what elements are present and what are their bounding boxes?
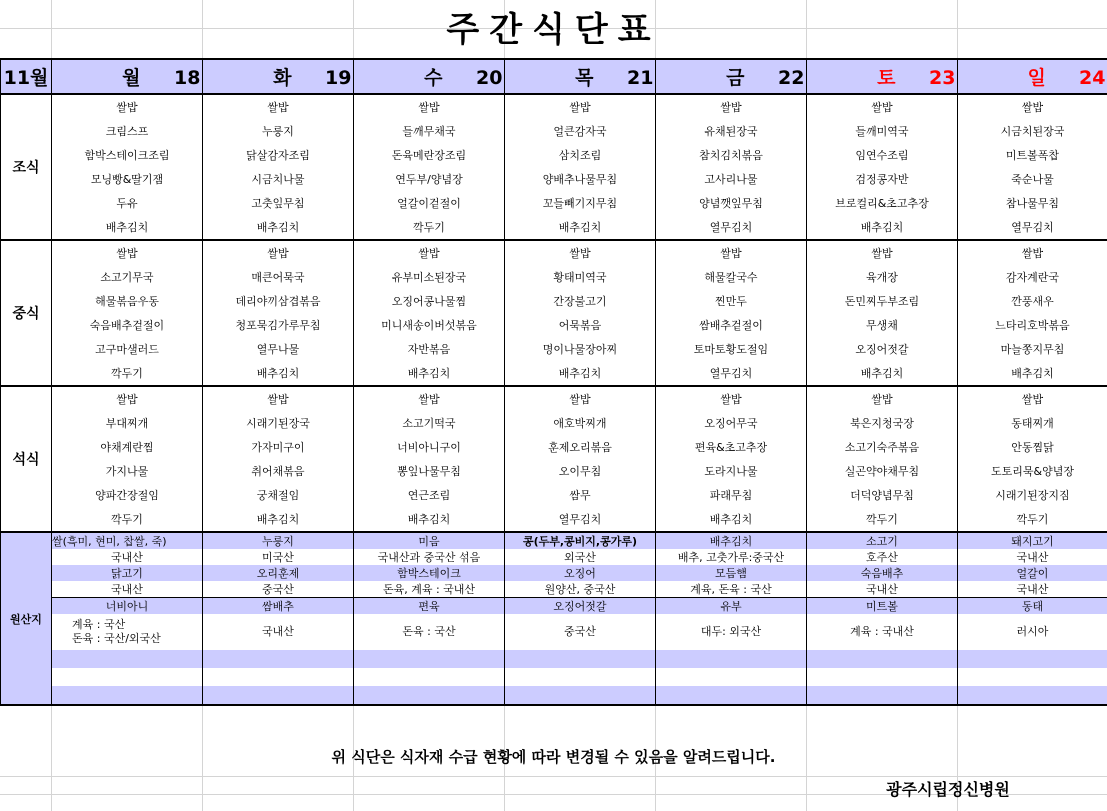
origin-row <box>1 581 1107 598</box>
origin-empty-row <box>1 668 1107 686</box>
menu-row <box>1 411 1107 435</box>
menu-item: 삼치조림 <box>505 143 656 167</box>
month-label: 11월 <box>1 59 52 94</box>
menu-item: 들깨무채국 <box>354 119 505 143</box>
menu-item: 쌈무 <box>505 483 656 507</box>
menu-item: 파래무침 <box>656 483 807 507</box>
empty-cell <box>203 668 354 686</box>
menu-item: 청포묵김가루무침 <box>203 313 354 337</box>
menu-item: 양파간장절임 <box>52 483 203 507</box>
empty-cell <box>958 650 1107 668</box>
origin-item: 러시아 <box>958 614 1107 650</box>
menu-item: 쌀밥 <box>958 94 1107 119</box>
menu-item: 토마토황도절임 <box>656 337 807 361</box>
empty-cell <box>354 650 505 668</box>
menu-item: 시래기된장지짐 <box>958 483 1107 507</box>
day-number: 23 <box>929 67 956 89</box>
menu-item: 유부미소된장국 <box>354 265 505 289</box>
menu-item: 열무나물 <box>203 337 354 361</box>
menu-row <box>1 507 1107 532</box>
menu-item: 가자미구이 <box>203 435 354 459</box>
menu-item: 얼큰감자국 <box>505 119 656 143</box>
menu-item: 쌀밥 <box>52 386 203 411</box>
day-header <box>807 59 958 94</box>
menu-item: 검정콩자반 <box>807 167 958 191</box>
empty-cell <box>958 686 1107 705</box>
menu-item: 쌀밥 <box>354 94 505 119</box>
date-header-row <box>1 59 1107 94</box>
weekday-label: 수 <box>424 67 443 89</box>
menu-item: 쌀밥 <box>656 240 807 265</box>
menu-row <box>1 265 1107 289</box>
origin-item: 호주산 <box>807 549 958 565</box>
day-header <box>52 59 203 94</box>
menu-item: 매큰어묵국 <box>203 265 354 289</box>
menu-item: 쌀밥 <box>203 94 354 119</box>
menu-item: 배추김치 <box>807 361 958 386</box>
menu-item: 쌀밥 <box>807 94 958 119</box>
empty-cell <box>354 668 505 686</box>
menu-item: 죽순나물 <box>958 167 1107 191</box>
menu-item: 크림스프 <box>52 119 203 143</box>
origin-item: 돈육 : 국산 <box>354 614 505 650</box>
origin-item: 원양산, 중국산 <box>505 581 656 598</box>
menu-item: 열무김치 <box>958 215 1107 240</box>
menu-item: 쌀밥 <box>656 386 807 411</box>
menu-item: 쌀밥 <box>354 240 505 265</box>
menu-row <box>1 435 1107 459</box>
menu-item: 쌀밥 <box>505 94 656 119</box>
notice-text: 위 식단은 식자재 수급 현황에 따라 변경될 수 있음을 알려드립니다. <box>331 748 776 766</box>
menu-item: 배추김치 <box>505 215 656 240</box>
menu-item: 오징어젓갈 <box>807 337 958 361</box>
menu-item: 오이무침 <box>505 459 656 483</box>
menu-item: 감자계란국 <box>958 265 1107 289</box>
menu-row <box>1 361 1107 386</box>
empty-cell <box>505 668 656 686</box>
menu-row <box>1 337 1107 361</box>
menu-item: 쌀밥 <box>505 386 656 411</box>
menu-item: 육개장 <box>807 265 958 289</box>
origin-empty-row <box>1 686 1107 705</box>
origin-item: 국내산 <box>203 614 354 650</box>
empty-cell <box>354 686 505 705</box>
menu-item: 배추김치 <box>203 361 354 386</box>
menu-row <box>1 215 1107 240</box>
menu-item: 오징어무국 <box>656 411 807 435</box>
menu-item: 깐풍새우 <box>958 289 1107 313</box>
menu-item: 배추김치 <box>203 507 354 532</box>
empty-cell <box>656 686 807 705</box>
menu-item: 돈민찌두부조림 <box>807 289 958 313</box>
empty-cell <box>505 686 656 705</box>
meal-label: 중식 <box>1 240 52 386</box>
origin-item: 얼갈이 <box>958 565 1107 581</box>
day-header <box>656 59 807 94</box>
empty-cell <box>807 686 958 705</box>
menu-item: 취어채볶음 <box>203 459 354 483</box>
weekday-label: 화 <box>273 67 292 89</box>
menu-row <box>1 386 1107 411</box>
menu-item: 소고기숙주볶음 <box>807 435 958 459</box>
menu-item: 애호박찌개 <box>505 411 656 435</box>
weekday-label: 금 <box>726 67 745 89</box>
menu-item: 미니새송이버섯볶음 <box>354 313 505 337</box>
day-header <box>203 59 354 94</box>
menu-item: 배추김치 <box>354 361 505 386</box>
menu-item: 찐만두 <box>656 289 807 313</box>
menu-item: 쌀밥 <box>505 240 656 265</box>
day-header <box>354 59 505 94</box>
menu-item: 너비아니구이 <box>354 435 505 459</box>
menu-item: 함박스테이크조림 <box>52 143 203 167</box>
origin-item: 숙음배추 <box>807 565 958 581</box>
menu-item: 배추김치 <box>958 361 1107 386</box>
day-number: 21 <box>627 67 654 89</box>
menu-item: 시금치된장국 <box>958 119 1107 143</box>
origin-item: 계육, 돈육 : 국산 <box>656 581 807 598</box>
menu-item: 연근조림 <box>354 483 505 507</box>
menu-item: 도라지나물 <box>656 459 807 483</box>
origin-item: 대두: 외국산 <box>656 614 807 650</box>
menu-item: 배추김치 <box>52 215 203 240</box>
day-header <box>958 59 1107 94</box>
origin-item: 국내산과 중국산 섞음 <box>354 549 505 565</box>
menu-item: 북은지청국장 <box>807 411 958 435</box>
menu-item: 들깨미역국 <box>807 119 958 143</box>
menu-item: 참나물무침 <box>958 191 1107 215</box>
menu-item: 미트볼폭찹 <box>958 143 1107 167</box>
empty-cell <box>203 686 354 705</box>
menu-item: 고사리나물 <box>656 167 807 191</box>
menu-item: 깍두기 <box>807 507 958 532</box>
menu-item: 쌀밥 <box>656 94 807 119</box>
empty-cell <box>52 650 203 668</box>
origin-row <box>1 614 1107 650</box>
origin-item: 중국산 <box>505 614 656 650</box>
origin-row <box>1 549 1107 565</box>
menu-item: 도토리묵&양념장 <box>958 459 1107 483</box>
menu-item: 오징어콩나물찜 <box>354 289 505 313</box>
day-number: 19 <box>325 67 352 89</box>
empty-cell <box>958 668 1107 686</box>
menu-item: 뽕잎나물무침 <box>354 459 505 483</box>
menu-item: 쌀밥 <box>958 386 1107 411</box>
menu-item: 깍두기 <box>52 507 203 532</box>
weekday-label: 토 <box>877 67 896 89</box>
menu-item: 편육&초고추장 <box>656 435 807 459</box>
menu-item: 배추김치 <box>656 507 807 532</box>
menu-item: 해물칼국수 <box>656 265 807 289</box>
menu-item: 명이나물장아찌 <box>505 337 656 361</box>
day-number: 20 <box>476 67 503 89</box>
menu-item: 황태미역국 <box>505 265 656 289</box>
origin-item: 중국산 <box>203 581 354 598</box>
menu-item: 쌈배추겉절이 <box>656 313 807 337</box>
origin-row <box>1 565 1107 581</box>
menu-item: 쌀밥 <box>203 386 354 411</box>
day-header <box>505 59 656 94</box>
weekday-label: 목 <box>575 67 594 89</box>
menu-item: 고춧잎무침 <box>203 191 354 215</box>
menu-row <box>1 119 1107 143</box>
origin-item: 계육 : 국산 돈육 : 국산/외국산 <box>52 614 203 650</box>
origin-item: 오징어 <box>505 565 656 581</box>
menu-item: 깍두기 <box>52 361 203 386</box>
menu-item: 쌀밥 <box>52 94 203 119</box>
origin-item: 유부 <box>656 598 807 615</box>
menu-row <box>1 240 1107 265</box>
menu-item: 쌀밥 <box>807 240 958 265</box>
menu-item: 배추김치 <box>354 507 505 532</box>
menu-item: 깍두기 <box>958 507 1107 532</box>
menu-item: 어묵볶음 <box>505 313 656 337</box>
origin-item: 미국산 <box>203 549 354 565</box>
weekday-label: 일 <box>1027 67 1046 89</box>
empty-cell <box>656 650 807 668</box>
day-number: 22 <box>778 67 805 89</box>
menu-item: 소고기떡국 <box>354 411 505 435</box>
empty-cell <box>505 650 656 668</box>
origin-item: 국내산 <box>52 549 203 565</box>
menu-item: 시금치나물 <box>203 167 354 191</box>
menu-item: 닭살감자조림 <box>203 143 354 167</box>
menu-item: 소고기무국 <box>52 265 203 289</box>
meal-label: 석식 <box>1 386 52 532</box>
menu-item: 간장불고기 <box>505 289 656 313</box>
origin-item: 닭고기 <box>52 565 203 581</box>
menu-item: 쌀밥 <box>203 240 354 265</box>
menu-item: 가지나물 <box>52 459 203 483</box>
menu-item: 더덕양념무침 <box>807 483 958 507</box>
origin-item: 누룽지 <box>203 532 354 549</box>
origin-item: 미트볼 <box>807 598 958 615</box>
menu-item: 실곤약야채무침 <box>807 459 958 483</box>
menu-item: 유채된장국 <box>656 119 807 143</box>
menu-item: 깍두기 <box>354 215 505 240</box>
menu-item: 임연수조림 <box>807 143 958 167</box>
menu-row <box>1 459 1107 483</box>
menu-item: 마늘쫑지무침 <box>958 337 1107 361</box>
menu-item: 모닝빵&딸기잼 <box>52 167 203 191</box>
menu-item: 배추김치 <box>505 361 656 386</box>
origin-item: 쌀(흑미, 현미, 찹쌀, 죽) <box>52 532 203 549</box>
hospital-name: 광주시립정신병원 <box>886 780 1010 799</box>
empty-cell <box>52 668 203 686</box>
empty-cell <box>807 668 958 686</box>
menu-row <box>1 143 1107 167</box>
menu-item: 양념깻잎무침 <box>656 191 807 215</box>
menu-item: 열무김치 <box>656 361 807 386</box>
origin-item: 국내산 <box>807 581 958 598</box>
menu-row <box>1 167 1107 191</box>
menu-item: 참치김치볶음 <box>656 143 807 167</box>
page-title: 주간식단표 <box>446 10 661 50</box>
menu-row <box>1 483 1107 507</box>
menu-item: 누룽지 <box>203 119 354 143</box>
origin-item: 동태 <box>958 598 1107 615</box>
origin-item: 모듬햄 <box>656 565 807 581</box>
menu-item: 두유 <box>52 191 203 215</box>
menu-item: 부대찌개 <box>52 411 203 435</box>
menu-item: 시래기된장국 <box>203 411 354 435</box>
origin-item: 너비아니 <box>52 598 203 615</box>
menu-item: 연두부/양념장 <box>354 167 505 191</box>
meal-label: 조식 <box>1 94 52 240</box>
empty-cell <box>656 668 807 686</box>
menu-item: 쌀밥 <box>807 386 958 411</box>
empty-cell <box>52 686 203 705</box>
origin-item: 배추, 고춧가루:중국산 <box>656 549 807 565</box>
menu-row <box>1 191 1107 215</box>
menu-row <box>1 313 1107 337</box>
menu-item: 배추김치 <box>807 215 958 240</box>
origin-item: 쌈배추 <box>203 598 354 615</box>
menu-item: 훈제오리볶음 <box>505 435 656 459</box>
origin-item: 돼지고기 <box>958 532 1107 549</box>
menu-item: 무생채 <box>807 313 958 337</box>
empty-cell <box>807 650 958 668</box>
origin-item: 외국산 <box>505 549 656 565</box>
origin-item: 계육 : 국내산 <box>807 614 958 650</box>
origin-item: 돈육, 계육 : 국내산 <box>354 581 505 598</box>
menu-item: 안동찜닭 <box>958 435 1107 459</box>
origin-item: 국내산 <box>958 549 1107 565</box>
menu-item: 해물볶음우동 <box>52 289 203 313</box>
menu-item: 양배추나물무침 <box>505 167 656 191</box>
origin-item: 오리훈제 <box>203 565 354 581</box>
menu-item: 쌀밥 <box>52 240 203 265</box>
weekly-menu-table <box>0 58 1107 706</box>
origin-empty-row <box>1 650 1107 668</box>
menu-item: 느타리호박볶음 <box>958 313 1107 337</box>
menu-item: 브로컬리&초고추장 <box>807 191 958 215</box>
menu-item: 꼬들빼기지무침 <box>505 191 656 215</box>
menu-item: 야채계란찜 <box>52 435 203 459</box>
origin-item: 미음 <box>354 532 505 549</box>
origin-item: 콩(두부,콩비지,콩가루) <box>505 532 656 549</box>
menu-item: 열무김치 <box>505 507 656 532</box>
day-number: 18 <box>174 67 201 89</box>
menu-item: 쌀밥 <box>958 240 1107 265</box>
origin-item: 소고기 <box>807 532 958 549</box>
menu-item: 쌀밥 <box>354 386 505 411</box>
menu-item: 데리야끼삼겹볶음 <box>203 289 354 313</box>
menu-row <box>1 94 1107 119</box>
origin-row <box>1 598 1107 615</box>
menu-item: 동태찌개 <box>958 411 1107 435</box>
menu-item: 고구마샐러드 <box>52 337 203 361</box>
weekday-label: 월 <box>122 67 141 89</box>
menu-item: 배추김치 <box>203 215 354 240</box>
menu-row <box>1 289 1107 313</box>
origin-item: 함박스테이크 <box>354 565 505 581</box>
origin-item: 편육 <box>354 598 505 615</box>
menu-item: 숙음배추겉절이 <box>52 313 203 337</box>
origin-label: 원산지 <box>1 532 52 705</box>
menu-item: 궁채절임 <box>203 483 354 507</box>
origin-item: 국내산 <box>52 581 203 598</box>
origin-item: 오징어젓갈 <box>505 598 656 615</box>
menu-item: 얼갈이겉절이 <box>354 191 505 215</box>
menu-item: 돈육메란장조림 <box>354 143 505 167</box>
origin-row <box>1 532 1107 549</box>
origin-item: 배추김치 <box>656 532 807 549</box>
menu-item: 자반볶음 <box>354 337 505 361</box>
origin-item: 국내산 <box>958 581 1107 598</box>
day-number: 24 <box>1079 67 1106 89</box>
menu-item: 열무김치 <box>656 215 807 240</box>
empty-cell <box>203 650 354 668</box>
